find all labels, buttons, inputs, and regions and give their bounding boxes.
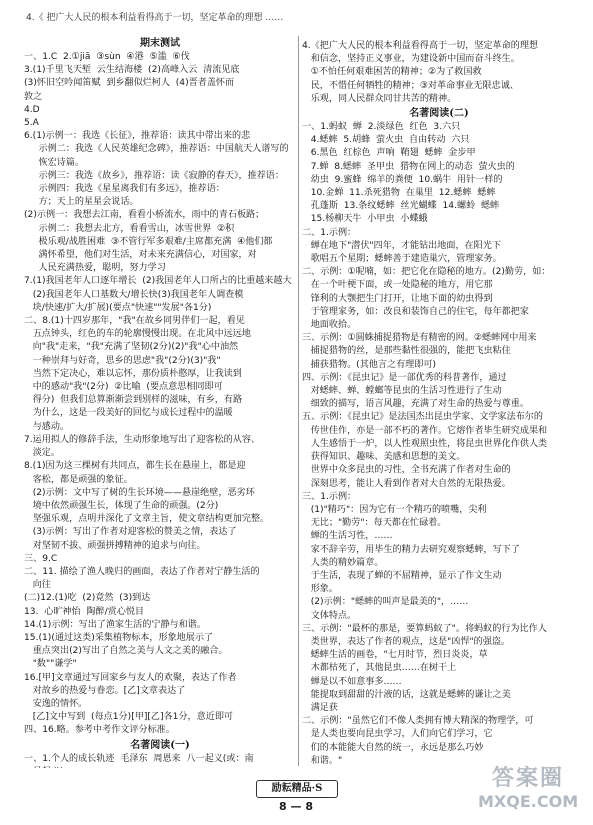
right-answer-line: 家不辞辛劳，用毕生的精力去研究观察蟋蟀，写下了 <box>302 544 520 555</box>
left-answer-line: 5.A <box>24 118 39 129</box>
left-column-body <box>24 51 296 768</box>
left-answer-line: 安逸的情怀。 <box>24 698 88 709</box>
left-answer-line: (3)示例：写出了作者对迎客松的赞美之情，表达了 <box>24 527 237 538</box>
right-answer-line: 于生活，表现了蝉的不屈精神，显示了作文生动 <box>302 570 502 581</box>
left-answer-line: 示例四：我选《星星离我们有多远》，推荐语： <box>24 184 225 195</box>
left-answer-line: (2)示例一：我想去江南，看看小桥流水，雨中的青石板路； <box>24 210 265 221</box>
right-answer-line: 是人类也要向昆虫学习，人们向它们学习，它 <box>302 729 493 740</box>
right-answer-line: 6.黑色 红棕色 声响 鞘翅 蟋蟀 金步甲 <box>302 148 476 159</box>
right-answer-line: 蝉是以不如意事多…… <box>302 676 402 687</box>
left-answer-line: 与感动。 <box>24 421 70 432</box>
right-answer-line: 一、1.蚂蚁 蝉 2.淡绿色 红色 3.六只 <box>302 122 461 133</box>
right-column <box>302 40 576 768</box>
right-answer-line: 二、示例："虽然它们不像人类拥有博大精深的物理学，可 <box>302 716 534 727</box>
left-answer-line: "数""谦学" <box>24 659 77 670</box>
right-answer-line: 传世佳作，亦是一部不朽的著作。它熔作者毕生研究成果和 <box>302 425 548 436</box>
right-answer-line: 三、示例："最杯的那是，要算蚂蚁了"。将蚂蚁的行为比作人 <box>302 623 547 634</box>
left-answer-line: (2)我国老年人口基数大/增长快(3)我国老年人调查模 <box>24 289 244 300</box>
right-answer-line: 10.金蝉 11.杀死猎物 在巢里 12.蟋蟀 蟋蟀 <box>302 188 496 199</box>
left-answer-line: 名著阅读(一) <box>130 739 190 751</box>
left-answer-line: 敦之 <box>24 91 43 102</box>
left-answer-line: 15.(1)(通过这类)采集植物标本，形象地展示了 <box>24 632 214 643</box>
right-answer-line: 捕获猎物。(其他言之有理即可) <box>302 359 437 370</box>
left-answer-line: [乙]文中写到 (每点1分)[甲][乙]各1分，意近即可 <box>24 712 234 723</box>
brand-logo: 励耘精品·S <box>256 780 338 798</box>
left-answer-line: 中的感动"我"(2分) ②比喻 (要点意思相同即可 <box>24 382 223 393</box>
column-divider <box>298 36 299 766</box>
left-answer-line: 7.(1)我国老年人口逐年增长 (2)我国老年人口所占的比重越来越大 <box>24 276 292 287</box>
left-answer-line: 得分) 但我们总算渐渐尝到别样的滋味，有乡，有路 <box>24 395 243 406</box>
right-answer-line: 世界中众多昆虫的习性，全书充满了作者对生命的 <box>302 465 511 476</box>
left-answer-line: 极乐观/战胜困难 ③不管行军多艰难/主席都充满 ④他们都 <box>24 236 273 247</box>
right-answer-line: 三、示例：①圆蛛捕捉猎物是有精密的网。②蟋蟀网中用来 <box>302 333 537 344</box>
right-answer-line: 和谐。" <box>302 755 343 766</box>
right-answer-line: 蟋蟀生活的画卷，"七月时节，烈日炎炎，草 <box>302 650 488 661</box>
watermark-line-2: MXQE.COM <box>478 792 579 811</box>
left-answer-line: 4.D <box>24 104 40 115</box>
left-answer-line: 四、16.略。参考中考作文评分标准。 <box>24 725 175 736</box>
right-answer-line: 4.蟋蟀 5.胡蜂 萤火虫 自由转动 六只 <box>302 135 470 146</box>
right-answer-line: 人生感悟于一炉，以人性观照虫性，将昆虫世界化作供人类 <box>302 438 548 449</box>
left-answer-line: 当然下定决心，难以忘怀，那份质朴憨厚，让我读到 <box>24 368 242 379</box>
left-answer-line: 境中依然顽强生长，体现了生命的顽强。(2分) <box>24 500 219 511</box>
right-answer-line: 捕捉猎物的丝，是那些黏性很强的，能把飞虫粘住 <box>302 346 511 357</box>
right-answer-line: 满足获 <box>302 702 338 713</box>
left-answer-line: 对故乡的热爱与眷恋。[乙]文章表达了 <box>24 685 186 696</box>
right-answer-line: 类世界，表达了作者的观点，这是"凶悍"的强盗。 <box>302 636 511 647</box>
right-answer-line: 对蟋蟀、蝉、螳螂等昆虫的生活习性进行了生动 <box>302 386 502 397</box>
right-answer-line: 无比；"勤劳"：每天都在忙碌着。 <box>302 518 447 529</box>
left-answer-line: 二、8.(1)十四岁那年，"我"在故乡同男伴们一起，看见 <box>24 316 245 327</box>
right-answer-line: ①不怕任何艰难困苦的精神；②为了救国救 <box>302 67 482 78</box>
left-answer-line: 二、11. 描绘了渔人晚归的画面，表达了作者对宁静生活的 <box>24 566 260 577</box>
left-answer-line: 块/快速/扩大/扩展)(要点"快速""发展"各1分) <box>24 302 212 313</box>
right-answer-line: 人类的精妙篇章。 <box>302 557 384 568</box>
left-answer-line: 一种崇拜与好奇，思乡的思虑"我"(2分)(3)"我" <box>24 355 221 366</box>
top-text-line: 4.《 把广大人民的根本利益看得高于一切，坚定革命的理想 …… <box>26 13 284 23</box>
left-answer-line: 方；天上的星星会说话。 <box>24 197 139 208</box>
left-answer-line: 16.[甲]文章通过写回家乡与友人的欢聚，表达了作者 <box>24 672 237 683</box>
left-answer-line: 为什么，这是一段美好的回忆与成长过程中的温暖 <box>24 408 233 419</box>
right-column-body <box>302 40 576 768</box>
right-answer-line: 地面收拾。 <box>302 320 357 331</box>
left-answer-line: 向往 <box>24 580 51 591</box>
left-answer-line: 坚强乐观，点明并深化了文章主旨，使文章结构更加完整。 <box>24 514 270 525</box>
right-answer-line: 三、1.示例： <box>302 491 357 502</box>
right-answer-line: 文体特点。 <box>302 610 357 621</box>
left-column <box>24 36 296 768</box>
right-answer-line: 木都枯死了，其他昆虫……在树干上 <box>302 663 457 674</box>
left-answer-line: 13. 心旷神怡 陶醉/赏心悦目 <box>24 606 145 617</box>
right-answer-line: 和信念，坚持正义事业，为建设新中国而奋斗终生。 <box>302 54 520 65</box>
right-answer-line: 二、示例：①呢喃，如：把它化在隐秘的地方。(2)勤劳，如： <box>302 267 551 278</box>
left-answer-line <box>24 766 296 768</box>
watermark-logo <box>478 766 578 818</box>
right-answer-line: 15.杨柳天牛 小甲虫 小蝶蛾 <box>302 214 428 225</box>
right-answer-line: 深刻思考，能让人看到作者对大自然的无限热爱。 <box>302 478 511 489</box>
left-answer-line: 向"我"走来，"我"充满了坚韧(2分)(2)"我"心中油然 <box>24 342 239 353</box>
left-answer-line: 淡定。 <box>24 448 60 459</box>
left-answer-line: 重点突出(2)写出了自然之美与人文之美的融合。 <box>24 646 228 657</box>
right-answer-line: 7.蝉 8.蟋蟀 圣甲虫 猎物在网上的动态 萤火虫的 <box>302 161 515 172</box>
left-answer-line: 恢宏诗篇。 <box>24 157 84 168</box>
left-answer-line: 7.运用拟人的修辞手法，生动形象地写出了迎客松的从容、 <box>24 434 261 445</box>
left-answer-line: (2)示例：文中写了树的生长环境——悬崖绝壁，恶劣环 <box>24 487 255 498</box>
left-answer-line: 人民充满热爱，聪明，努力学习 <box>24 263 166 274</box>
right-answer-line: 二、1.示例： <box>302 227 357 238</box>
right-answer-line: 蝉的生活习性，…… <box>302 531 393 542</box>
right-answer-line: 4.《把广大人民的根本利益看得高于一切，坚定革命的理想 <box>302 41 539 51</box>
left-answer-line: 示例二：我选《人民英雄纪念碑》，推荐语：中国航天人谱写的 <box>24 144 289 155</box>
right-answer-line: 乐观，同人民群众同甘共苦的精神。 <box>302 93 457 104</box>
right-answer-line: 能提取到甜甜的汁液的话，这就是蟋蟀的谦让之美 <box>302 689 511 700</box>
right-answer-line: 形象。 <box>302 584 338 595</box>
left-section-heading: 期末测试 <box>140 38 180 49</box>
right-answer-line: 五、示例：《昆虫记》是法国杰出昆虫学家、文学家法布尔的 <box>302 412 543 423</box>
left-answer-line: 客松，都是顽强的象征。 <box>24 474 133 485</box>
left-answer-line: 五点钟头，红色的车的轮廓慢慢出现。在北风中远远地 <box>24 329 251 340</box>
right-answer-line: 蝉在地下"潜伏"四年，才能钻出地面，在阳光下 <box>302 240 501 251</box>
left-answer-line: (3)怀旧空吟闻笛赋 到乡翻似烂柯人 (4)晋者盖怀而 <box>24 78 235 89</box>
right-answer-line: 在一个叶梗下面，或一处隐秘的地方，用它那 <box>302 280 493 291</box>
right-answer-line: 歌唱五个星期；蟋蟀善于建造巢穴，管理家务。 <box>302 254 502 265</box>
watermark-line-1: 答案圈 <box>491 766 564 791</box>
right-answer-line: 于管理家务，如：改良和装饰自己的住宅，每年都把家 <box>302 306 529 317</box>
page-number: 8 — 8 <box>279 800 313 813</box>
right-answer-line: 孔蓬斯 13.条纹蟋蟀 丝光蝴蝶 14.螺蛉 蟋蟀 <box>302 201 500 212</box>
right-answer-line: (2)示例："蟋蟀的叫声是最美的"，…… <box>302 597 469 608</box>
right-answer-line: (1)"精巧"：因为它有一个精巧的喷嘴，尖利 <box>302 504 487 515</box>
left-answer-line: 对坚韧不拔、顽强拼搏精神的追求与向往。 <box>24 540 206 551</box>
right-answer-line: 民，不惜任何牺牲的精神；③对革命事业无限忠诚、 <box>302 80 519 91</box>
left-answer-line: 14.(1)示例：写出了渔家生活的宁静与和谐。 <box>24 619 206 630</box>
right-answer-line: 四、示例：《昆虫记》是一部优秀的科普著作，通过 <box>302 372 507 383</box>
right-answer-line: 获得知识、趣味、美感和思想的美文。 <box>302 452 466 463</box>
right-answer-line: 们的本能能大自然的统一，永远是那么巧妙 <box>302 742 484 753</box>
left-answer-line: 一、1.C 2.①jiā ③sùn ④港 ⑤滥 ⑥伐 <box>24 52 190 62</box>
right-answer-line: 锋利的大颚把生门打开，让地下面的幼虫得到 <box>302 293 493 304</box>
left-answer-line: 3.(1)千里飞天堑 云生结海楼 (2)高峰入云 清流见底 <box>24 65 240 76</box>
left-answer-line: (二)12.(1)吃 (2)竟然 (3)到达 <box>24 593 151 604</box>
left-answer-line: 示例三：我选《故乡》，推荐语：读《寂静的春天》，推荐语： <box>24 170 284 181</box>
left-answer-line: 示例二：我想去北方，看看雪山，冰雪世界 ②积 <box>24 223 235 234</box>
right-answer-line: 细致的描写，语言风趣，充满了对生命的热爱与尊重。 <box>302 399 529 410</box>
right-answer-line: 幼虫 9.蜜蜂 绵羊的粪便 10.蜗牛 用针一样的 <box>302 174 503 185</box>
left-answer-line: 一、1.个人的成长轨迹 毛泽东 周恩来 八一起义(或：南 <box>24 753 254 764</box>
left-answer-line: 满怀希望，他们对生活，对未来充满信心，对国家，对 <box>24 250 257 261</box>
left-answer-line: 三、9.C <box>24 553 58 564</box>
left-answer-line: 8.(1)因为这三棵树有共同点，都生长在悬崖上，都是迎 <box>24 461 246 472</box>
right-answer-line: 名著阅读(二) <box>409 108 469 120</box>
left-answer-line: 6.(1)示例一：我选《长征》，推荐语：读其中带出来的悲 <box>24 131 251 142</box>
